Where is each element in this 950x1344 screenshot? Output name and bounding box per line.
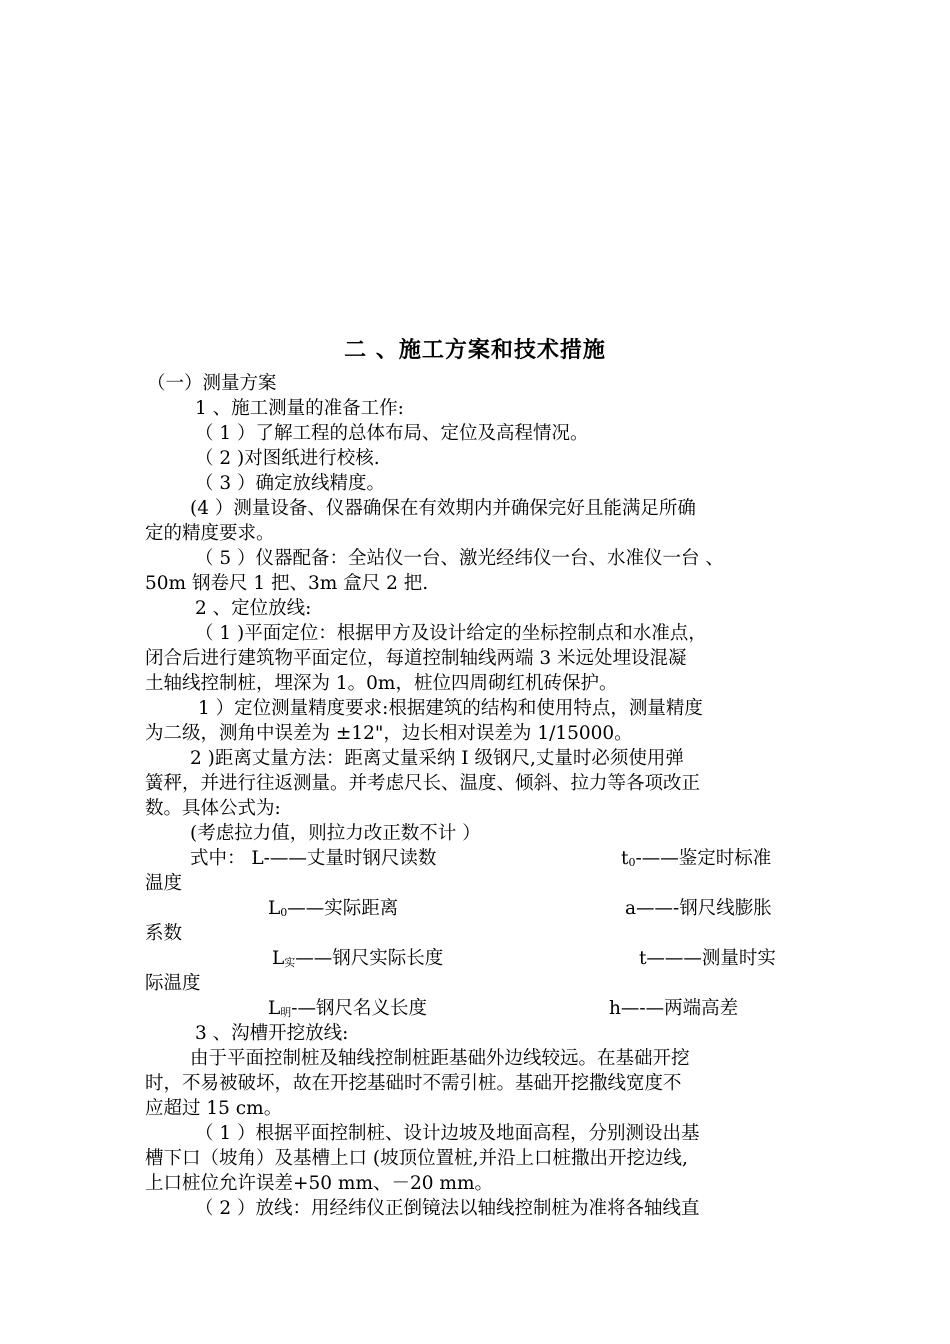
formula-L0-symbol: L: [268, 898, 281, 919]
formula-Lming-text: -—钢尺名义长度: [291, 998, 428, 1019]
formula-Lshi-subscript: 实: [284, 956, 296, 969]
formula-a-wrap: 系数: [145, 923, 183, 944]
item-3-1-line3: 上口桩位允许误差+50 mm、－20 mm。: [145, 1173, 494, 1194]
distance-line2: 簧秤，并进行往返测量。并考虑尺长、温度、倾斜、拉力等各项改正: [145, 773, 701, 794]
formula-t0-symbol: t: [621, 848, 629, 869]
heading-survey-plan: （一）测量方案: [147, 373, 277, 394]
formula-t-wrap: 际温度: [145, 973, 201, 994]
formula-t0: [621, 847, 771, 875]
formula-h: h—-—两端高差: [609, 998, 739, 1019]
item-3-2-line1: （ 2 ）放线：用经纬仪正倒镜法以轴线控制桩为准将各轴线直: [195, 1198, 700, 1219]
item-2-heading: 2 、定位放线:: [195, 598, 312, 619]
formula-t0-subscript: 0: [628, 856, 636, 869]
item-1-4-line1: (4 ）测量设备、仪器确保在有效期内并确保完好且能满足所确: [190, 498, 696, 519]
item-1-heading: 1 、施工测量的准备工作:: [195, 398, 404, 419]
distance-line1: 2 )距离丈量方法：距离丈量采纳 I 级钢尺,丈量时必须使用弹: [190, 748, 684, 769]
item-3-para-line3: 应超过 15 cm。: [145, 1098, 283, 1119]
formula-Lming-subscript: 明: [280, 1006, 292, 1019]
item-1-1: （ 1 ）了解工程的总体布局、定位及高程情况。: [195, 423, 589, 444]
formula-Lshi-text: ——钢尺实际长度: [295, 948, 444, 969]
item-1-3: （ 3 ）确定放线精度。: [195, 473, 386, 494]
formula-L0-text: ——实际距离: [287, 898, 399, 919]
formula-a: a——-钢尺线膨胀: [625, 898, 772, 919]
formula-t0-wrap: 温度: [145, 873, 183, 894]
formula-L: 式中： L-——丈量时钢尺读数: [190, 848, 437, 869]
formula-L0-subscript: 0: [280, 906, 288, 919]
accuracy-line2: 为二级，测角中误差为 ±12"，边长相对误差为 1/15000。: [145, 723, 633, 744]
distance-line3: 数。具体公式为:: [145, 798, 281, 819]
formula-Lming-symbol: L: [268, 998, 281, 1019]
item-1-4-line2: 定的精度要求。: [145, 523, 275, 544]
item-3-para-line1: 由于平面控制桩及轴线控制桩距基础外边线较远。在基础开挖: [190, 1048, 690, 1069]
item-3-heading: 3 、沟槽开挖放线:: [195, 1023, 349, 1044]
formula-Lshi: [272, 947, 443, 975]
formula-Lming: [268, 997, 427, 1025]
formula-Lshi-symbol: L: [272, 948, 285, 969]
formula-t: t———测量时实: [639, 948, 776, 969]
item-3-1-line1: （ 1 ）根据平面控制桩、设计边坡及地面高程，分别测设出基: [195, 1123, 700, 1144]
formula-t0-text: -——鉴定时标准: [635, 848, 772, 869]
item-1-2: （ 2 )对图纸进行校核.: [195, 448, 380, 469]
item-3-1-line2: 槽下口（坡角）及基槽上口 (坡顶位置桩,并沿上口桩撒出开挖边线,: [145, 1148, 688, 1169]
item-1-5-line2: 50m 钢卷尺 1 把、3m 盒尺 2 把.: [145, 573, 429, 594]
formula-L0: [268, 897, 398, 925]
item-2-1-line3: 土轴线控制桩，埋深为 1。0m，桩位四周砌红机砖保护。: [145, 673, 618, 694]
item-2-1-line1: （ 1 )平面定位：根据甲方及设计给定的坐标控制点和水准点，: [195, 623, 707, 644]
item-1-5-line1: （ 5 ）仪器配备：全站仪一台、激光经纬仪一台、水准仪一台 、: [195, 548, 724, 569]
section-title: 二 、施工方案和技术措施: [344, 338, 606, 363]
item-3-para-line2: 时，不易被破坏，故在开挖基础时不需引桩。基础开挖撒线宽度不: [145, 1073, 682, 1094]
tension-note: (考虑拉力值，则拉力改正数不计 ）: [190, 823, 481, 844]
accuracy-line1: 1 ）定位测量精度要求:根据建筑的结构和使用特点，测量精度: [198, 698, 703, 719]
item-2-1-line2: 闭合后进行建筑物平面定位，每道控制轴线两端 3 米远处埋设混凝: [145, 648, 687, 669]
